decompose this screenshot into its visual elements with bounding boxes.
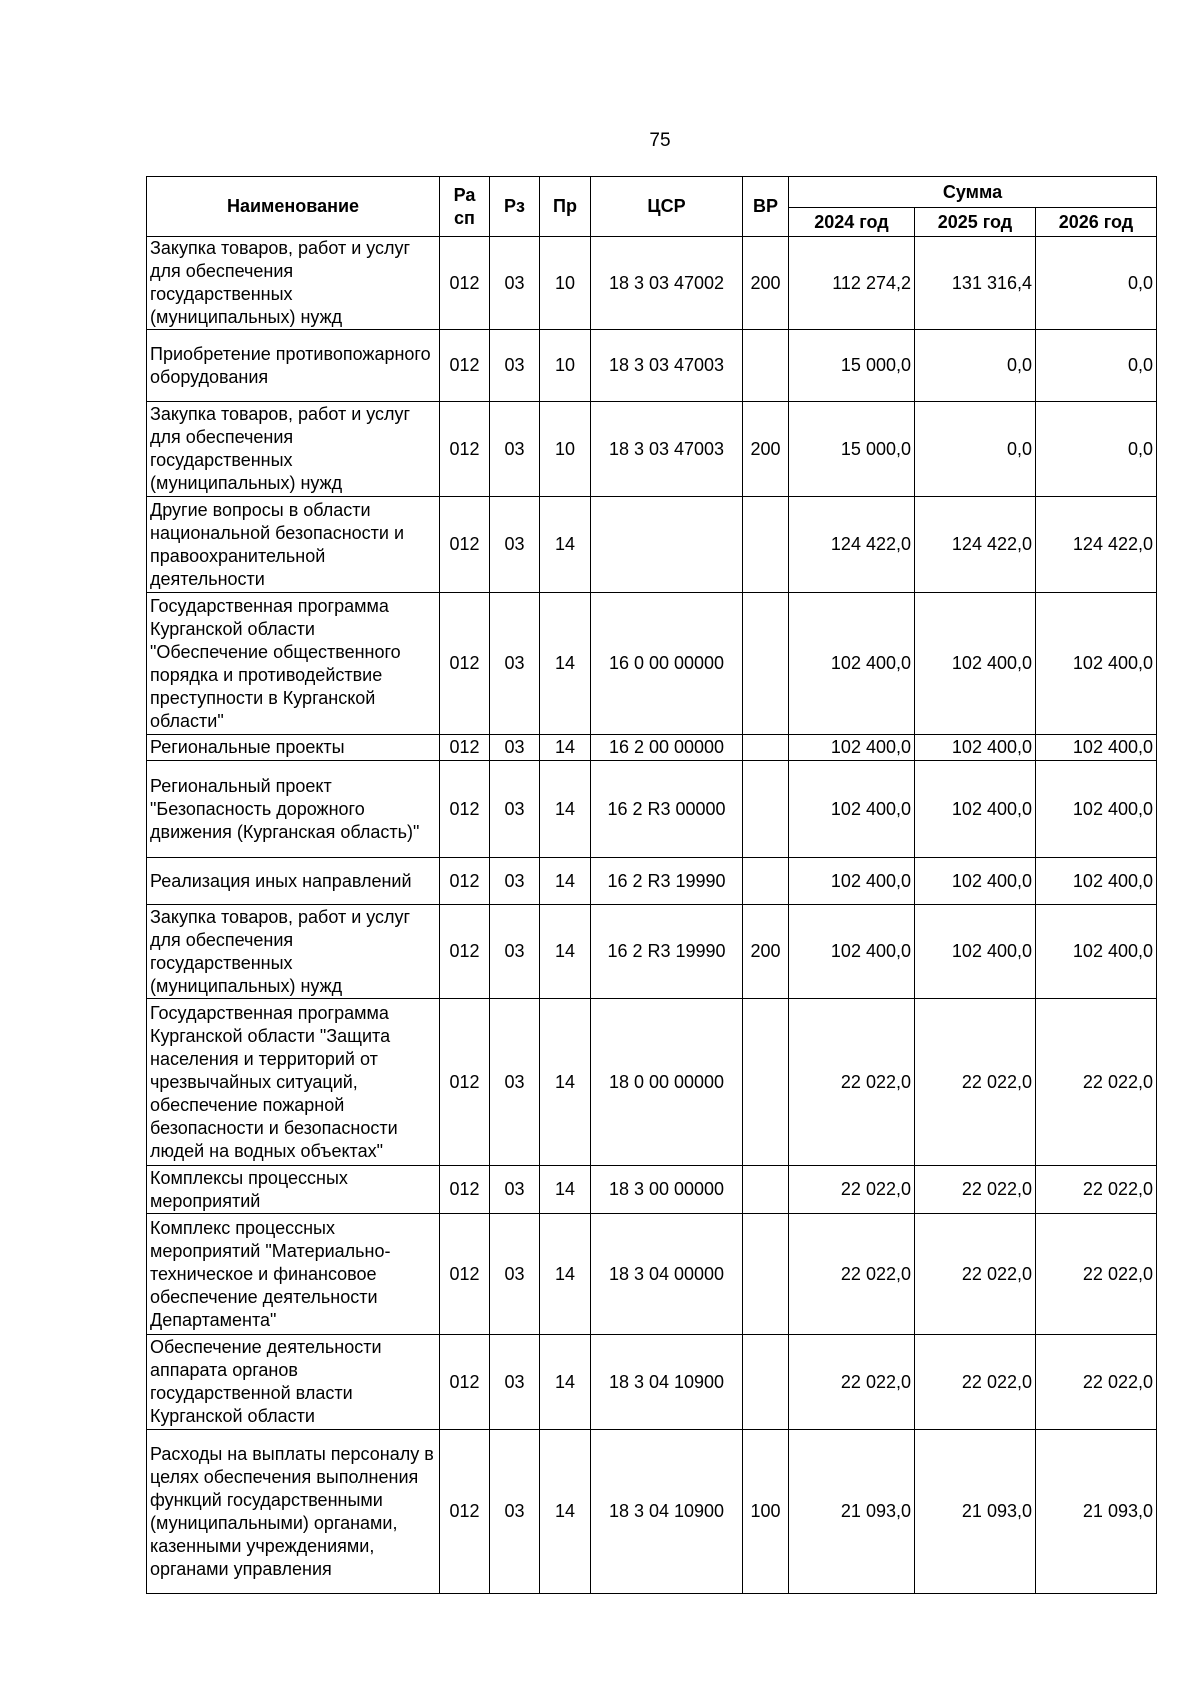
row-name: Расходы на выплаты персоналу в целях обеспечения выполнения функций государственными (муниципальными) органами, казенными учреждениями, органами управления: [147, 1430, 440, 1594]
row-rasp: 012: [440, 237, 490, 330]
row-vr: [743, 999, 789, 1166]
row-rasp: 012: [440, 1214, 490, 1335]
row-sum-2024: 21 093,0: [789, 1430, 915, 1594]
table-row: [147, 593, 1157, 735]
row-sum-2025: 131 316,4: [915, 237, 1036, 330]
row-csr: 18 3 03 47003: [591, 330, 743, 402]
row-rz: 03: [490, 735, 540, 761]
row-vr: [743, 497, 789, 593]
row-sum-2026: 22 022,0: [1036, 1214, 1157, 1335]
row-csr: 18 3 04 00000: [591, 1214, 743, 1335]
row-name: Реализация иных направлений: [147, 858, 440, 905]
row-csr: 18 3 03 47002: [591, 237, 743, 330]
row-rz: 03: [490, 761, 540, 858]
row-sum-2024: 112 274,2: [789, 237, 915, 330]
table-row: [147, 1335, 1157, 1430]
row-vr: 100: [743, 1430, 789, 1594]
row-vr: 200: [743, 402, 789, 497]
row-csr: 18 3 04 10900: [591, 1430, 743, 1594]
row-sum-2024: 22 022,0: [789, 1335, 915, 1430]
table-row: [147, 761, 1157, 858]
row-vr: 200: [743, 905, 789, 999]
row-pr: 14: [540, 1335, 591, 1430]
row-vr: [743, 858, 789, 905]
row-sum-2024: 22 022,0: [789, 1166, 915, 1214]
row-sum-2024: 102 400,0: [789, 858, 915, 905]
header-csr: ЦСР: [591, 177, 743, 237]
row-vr: [743, 761, 789, 858]
row-csr: 16 0 00 00000: [591, 593, 743, 735]
header-rz: Рз: [490, 177, 540, 237]
row-sum-2026: 124 422,0: [1036, 497, 1157, 593]
header-rasp: Ра сп: [440, 177, 490, 237]
row-vr: [743, 1166, 789, 1214]
row-sum-2026: 0,0: [1036, 402, 1157, 497]
row-vr: [743, 1335, 789, 1430]
header-row: [147, 177, 1157, 208]
row-rasp: 012: [440, 1430, 490, 1594]
row-pr: 14: [540, 905, 591, 999]
row-sum-2024: 102 400,0: [789, 761, 915, 858]
row-name: Обеспечение деятельности аппарата органов государственной власти Курганской области: [147, 1335, 440, 1430]
row-pr: 14: [540, 761, 591, 858]
row-rz: 03: [490, 905, 540, 999]
row-rz: 03: [490, 497, 540, 593]
row-sum-2025: 22 022,0: [915, 1166, 1036, 1214]
row-rasp: 012: [440, 1166, 490, 1214]
row-sum-2026: 102 400,0: [1036, 761, 1157, 858]
row-sum-2024: 15 000,0: [789, 402, 915, 497]
row-sum-2024: 124 422,0: [789, 497, 915, 593]
table-row: [147, 999, 1157, 1166]
row-pr: 10: [540, 402, 591, 497]
table-row: [147, 402, 1157, 497]
row-rasp: 012: [440, 858, 490, 905]
row-name: Региональные проекты: [147, 735, 440, 761]
row-sum-2025: 0,0: [915, 402, 1036, 497]
row-pr: 10: [540, 330, 591, 402]
row-sum-2026: 0,0: [1036, 237, 1157, 330]
row-name: Закупка товаров, работ и услуг для обеспечения государственных (муниципальных) нужд: [147, 905, 440, 999]
row-sum-2024: 102 400,0: [789, 905, 915, 999]
row-sum-2024: 22 022,0: [789, 1214, 915, 1335]
row-sum-2024: 15 000,0: [789, 330, 915, 402]
row-csr: 16 2 R3 19990: [591, 905, 743, 999]
row-name: Закупка товаров, работ и услуг для обеспечения государственных (муниципальных) нужд: [147, 237, 440, 330]
header-year-2026: 2026 год: [1036, 208, 1157, 237]
row-pr: 14: [540, 1214, 591, 1335]
row-name: Комплекс процессных мероприятий "Материально-техническое и финансовое обеспечение деятельности Департамента": [147, 1214, 440, 1335]
row-name: Региональный проект "Безопасность дорожного движения (Курганская область)": [147, 761, 440, 858]
row-sum-2026: 102 400,0: [1036, 735, 1157, 761]
row-name: Государственная программа Курганской области "Защита населения и территорий от чрезвычайных ситуаций, обеспечение пожарной безопасности и безопасности людей на водных объектах": [147, 999, 440, 1166]
row-sum-2026: 22 022,0: [1036, 1166, 1157, 1214]
row-pr: 10: [540, 237, 591, 330]
row-pr: 14: [540, 497, 591, 593]
row-pr: 14: [540, 593, 591, 735]
row-sum-2024: 102 400,0: [789, 593, 915, 735]
table-row: [147, 330, 1157, 402]
row-sum-2025: 124 422,0: [915, 497, 1036, 593]
row-csr: 18 3 03 47003: [591, 402, 743, 497]
row-rz: 03: [490, 1430, 540, 1594]
header-summa: Сумма: [789, 177, 1157, 208]
row-rz: 03: [490, 858, 540, 905]
row-vr: [743, 330, 789, 402]
row-rasp: 012: [440, 735, 490, 761]
row-rasp: 012: [440, 761, 490, 858]
row-pr: 14: [540, 1430, 591, 1594]
table-row: [147, 237, 1157, 330]
row-csr: 16 2 R3 19990: [591, 858, 743, 905]
header-vr: ВР: [743, 177, 789, 237]
table-row: [147, 1166, 1157, 1214]
row-sum-2026: 22 022,0: [1036, 999, 1157, 1166]
row-rasp: 012: [440, 1335, 490, 1430]
row-rz: 03: [490, 237, 540, 330]
header-year-2024: 2024 год: [789, 208, 915, 237]
row-name: Приобретение противопожарного оборудования: [147, 330, 440, 402]
header-name: Наименование: [147, 177, 440, 237]
row-pr: 14: [540, 999, 591, 1166]
row-sum-2025: 22 022,0: [915, 1335, 1036, 1430]
row-rz: 03: [490, 1335, 540, 1430]
table-row: [147, 905, 1157, 999]
row-sum-2024: 102 400,0: [789, 735, 915, 761]
row-sum-2025: 21 093,0: [915, 1430, 1036, 1594]
row-sum-2025: 102 400,0: [915, 905, 1036, 999]
budget-table: [146, 176, 1157, 1594]
page-number: 75: [649, 130, 671, 151]
row-vr: [743, 735, 789, 761]
row-sum-2025: 102 400,0: [915, 735, 1036, 761]
row-sum-2026: 102 400,0: [1036, 593, 1157, 735]
row-rasp: 012: [440, 330, 490, 402]
row-sum-2026: 102 400,0: [1036, 905, 1157, 999]
row-sum-2025: 102 400,0: [915, 761, 1036, 858]
header-pr: Пр: [540, 177, 591, 237]
row-pr: 14: [540, 735, 591, 761]
row-sum-2024: 22 022,0: [789, 999, 915, 1166]
table-row: [147, 858, 1157, 905]
row-csr: 18 3 04 10900: [591, 1335, 743, 1430]
row-rasp: 012: [440, 402, 490, 497]
row-name: Комплексы процессных мероприятий: [147, 1166, 440, 1214]
table-row: [147, 497, 1157, 593]
row-rz: 03: [490, 402, 540, 497]
row-csr: 18 3 00 00000: [591, 1166, 743, 1214]
row-rz: 03: [490, 999, 540, 1166]
row-vr: 200: [743, 237, 789, 330]
row-vr: [743, 593, 789, 735]
row-rz: 03: [490, 1166, 540, 1214]
row-sum-2025: 0,0: [915, 330, 1036, 402]
row-pr: 14: [540, 1166, 591, 1214]
row-rz: 03: [490, 593, 540, 735]
row-name: Закупка товаров, работ и услуг для обеспечения государственных (муниципальных) нужд: [147, 402, 440, 497]
table-row: [147, 735, 1157, 761]
row-rasp: 012: [440, 905, 490, 999]
row-sum-2025: 22 022,0: [915, 999, 1036, 1166]
row-name: Другие вопросы в области национальной безопасности и правоохранительной деятельности: [147, 497, 440, 593]
row-sum-2026: 22 022,0: [1036, 1335, 1157, 1430]
header-year-2025: 2025 год: [915, 208, 1036, 237]
row-rasp: 012: [440, 593, 490, 735]
row-sum-2025: 22 022,0: [915, 1214, 1036, 1335]
row-csr: 16 2 00 00000: [591, 735, 743, 761]
table-row: [147, 1214, 1157, 1335]
row-vr: [743, 1214, 789, 1335]
row-sum-2025: 102 400,0: [915, 593, 1036, 735]
row-rasp: 012: [440, 497, 490, 593]
row-rz: 03: [490, 1214, 540, 1335]
row-csr: 18 0 00 00000: [591, 999, 743, 1166]
row-rz: 03: [490, 330, 540, 402]
row-pr: 14: [540, 858, 591, 905]
row-csr: [591, 497, 743, 593]
row-rasp: 012: [440, 999, 490, 1166]
row-sum-2026: 102 400,0: [1036, 858, 1157, 905]
row-csr: 16 2 R3 00000: [591, 761, 743, 858]
row-sum-2025: 102 400,0: [915, 858, 1036, 905]
row-sum-2026: 0,0: [1036, 330, 1157, 402]
row-sum-2026: 21 093,0: [1036, 1430, 1157, 1594]
table-row: [147, 1430, 1157, 1594]
row-name: Государственная программа Курганской области "Обеспечение общественного порядка и противодействие преступности в Курганской области": [147, 593, 440, 735]
